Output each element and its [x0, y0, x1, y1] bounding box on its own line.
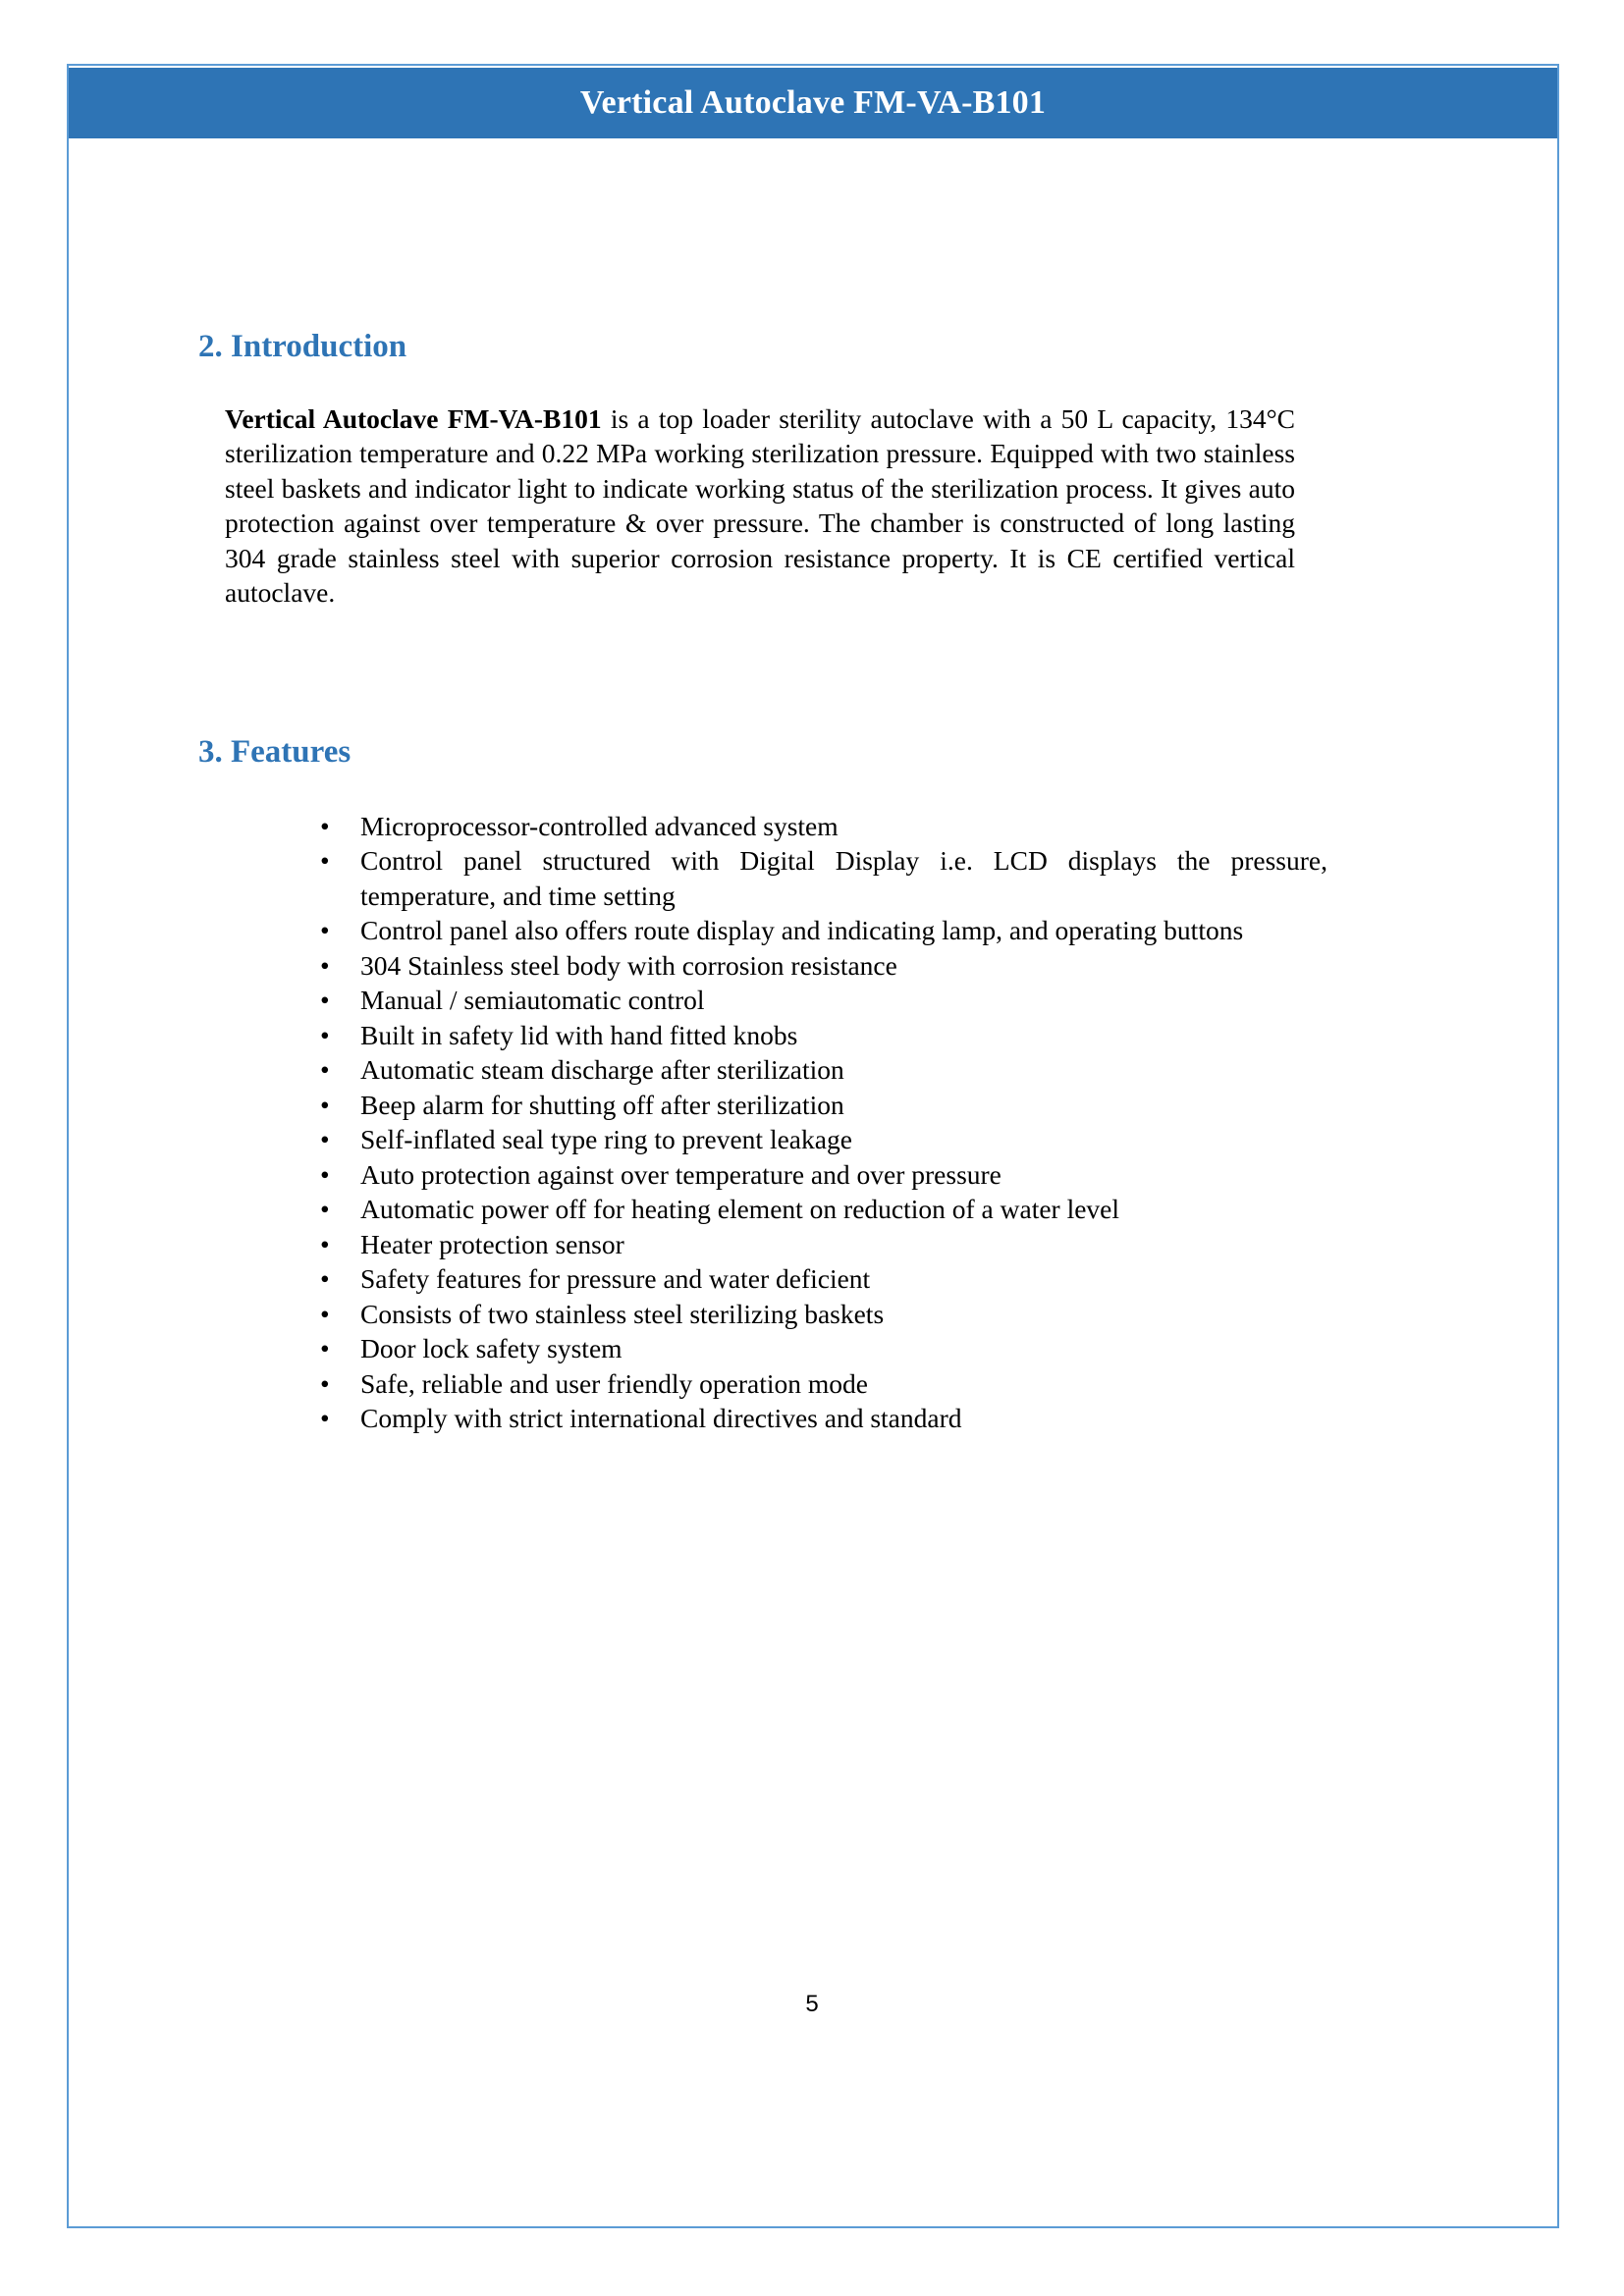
feature-list-item-label: Control panel structured with Digital Display i.e. LCD displays the pressure, temperature, and time setting — [360, 845, 1327, 911]
bullet-icon: • — [320, 1054, 330, 1086]
feature-list-item-label: Beep alarm for shutting off after sterilization — [360, 1089, 844, 1120]
page-border-frame — [67, 64, 1559, 2228]
feature-list-item — [320, 1157, 1327, 1193]
feature-list-item — [320, 1122, 1327, 1157]
feature-list-item — [320, 1052, 1327, 1088]
bullet-icon: • — [320, 1263, 330, 1295]
introduction-lead-in: Vertical Autoclave FM-VA-B101 — [225, 402, 602, 434]
feature-list-item-label: Manual / semiautomatic control — [360, 985, 705, 1016]
feature-list-item-label: Comply with strict international directives and standard — [360, 1403, 962, 1434]
feature-list-item — [320, 1401, 1327, 1436]
feature-list-item-label: Door lock safety system — [360, 1333, 623, 1364]
bullet-icon: • — [320, 1019, 330, 1050]
bullet-icon: • — [320, 1228, 330, 1259]
feature-list-item — [320, 948, 1327, 984]
feature-list-item — [320, 1331, 1327, 1366]
bullet-icon: • — [320, 915, 330, 946]
feature-list-item — [320, 913, 1327, 948]
bullet-icon: • — [320, 985, 330, 1016]
feature-list-item-label: Auto protection against over temperature and over pressure — [360, 1158, 1001, 1190]
page-content — [198, 208, 1428, 1436]
bullet-icon: • — [320, 1194, 330, 1225]
bullet-icon: • — [320, 1298, 330, 1329]
feature-list-item-label: Automatic power off for heating element on reduction of a water level — [360, 1194, 1120, 1225]
features-bullet-list — [320, 809, 1327, 1436]
feature-list-item — [320, 1018, 1327, 1053]
feature-list-item-label: Safe, reliable and user friendly operation mode — [360, 1367, 868, 1399]
introduction-body-text: is a top loader sterility autoclave with a 50 L capacity, 134°C sterilization temperature and 0.22 MPa working sterilization pressure. Equipped with two stainless steel baskets and indicator light to indicate working status of the sterilization process. It gives auto protection against over temperature & over pressure. The chamber is constructed of long lasting 304 grade stainless steel with superior corrosion resistance property. It is CE certified vertical autoclave. — [225, 402, 1295, 609]
feature-list-item-label: Automatic steam discharge after sterilization — [360, 1054, 844, 1086]
feature-list-item-label: Consists of two stainless steel sterilizing baskets — [360, 1298, 885, 1329]
feature-list-item-label: Built in safety lid with hand fitted knobs — [360, 1019, 798, 1050]
features-heading: 3. Features — [198, 733, 352, 770]
introduction-section — [198, 329, 1428, 611]
bullet-icon: • — [320, 949, 330, 981]
document-header-banner — [69, 68, 1557, 138]
feature-list-item-label: 304 Stainless steel body with corrosion resistance — [360, 949, 897, 981]
introduction-heading: 2. Introduction — [198, 329, 407, 364]
feature-list-item-label: Safety features for pressure and water deficient — [360, 1263, 871, 1295]
feature-list-item — [320, 1297, 1327, 1332]
feature-list-item-label: Self-inflated seal type ring to prevent leakage — [360, 1124, 852, 1155]
feature-list-item-label: Control panel also offers route display and indicating lamp, and operating buttons — [360, 915, 1244, 946]
footer-page-number: 5 — [805, 1991, 819, 2017]
feature-list-item — [320, 1192, 1327, 1227]
feature-list-item — [320, 843, 1327, 913]
bullet-icon: • — [320, 1333, 330, 1364]
feature-list-item-label: Heater protection sensor — [360, 1228, 624, 1259]
bullet-icon: • — [320, 1367, 330, 1399]
features-section — [198, 734, 1428, 1436]
bullet-icon: • — [320, 810, 330, 841]
document-title: Vertical Autoclave FM-VA-B101 — [579, 84, 1047, 121]
bullet-icon: • — [320, 845, 330, 877]
feature-list-item — [320, 809, 1327, 844]
feature-list-item-label: Microprocessor-controlled advanced system — [360, 810, 839, 841]
bullet-icon: • — [320, 1403, 330, 1434]
feature-list-item — [320, 983, 1327, 1018]
introduction-paragraph — [225, 401, 1295, 611]
bullet-icon: • — [320, 1089, 330, 1120]
feature-list-item — [320, 1366, 1327, 1402]
feature-list-item — [320, 1261, 1327, 1297]
feature-list-item — [320, 1088, 1327, 1123]
bullet-icon: • — [320, 1158, 330, 1190]
bullet-icon: • — [320, 1124, 330, 1155]
feature-list-item — [320, 1227, 1327, 1262]
